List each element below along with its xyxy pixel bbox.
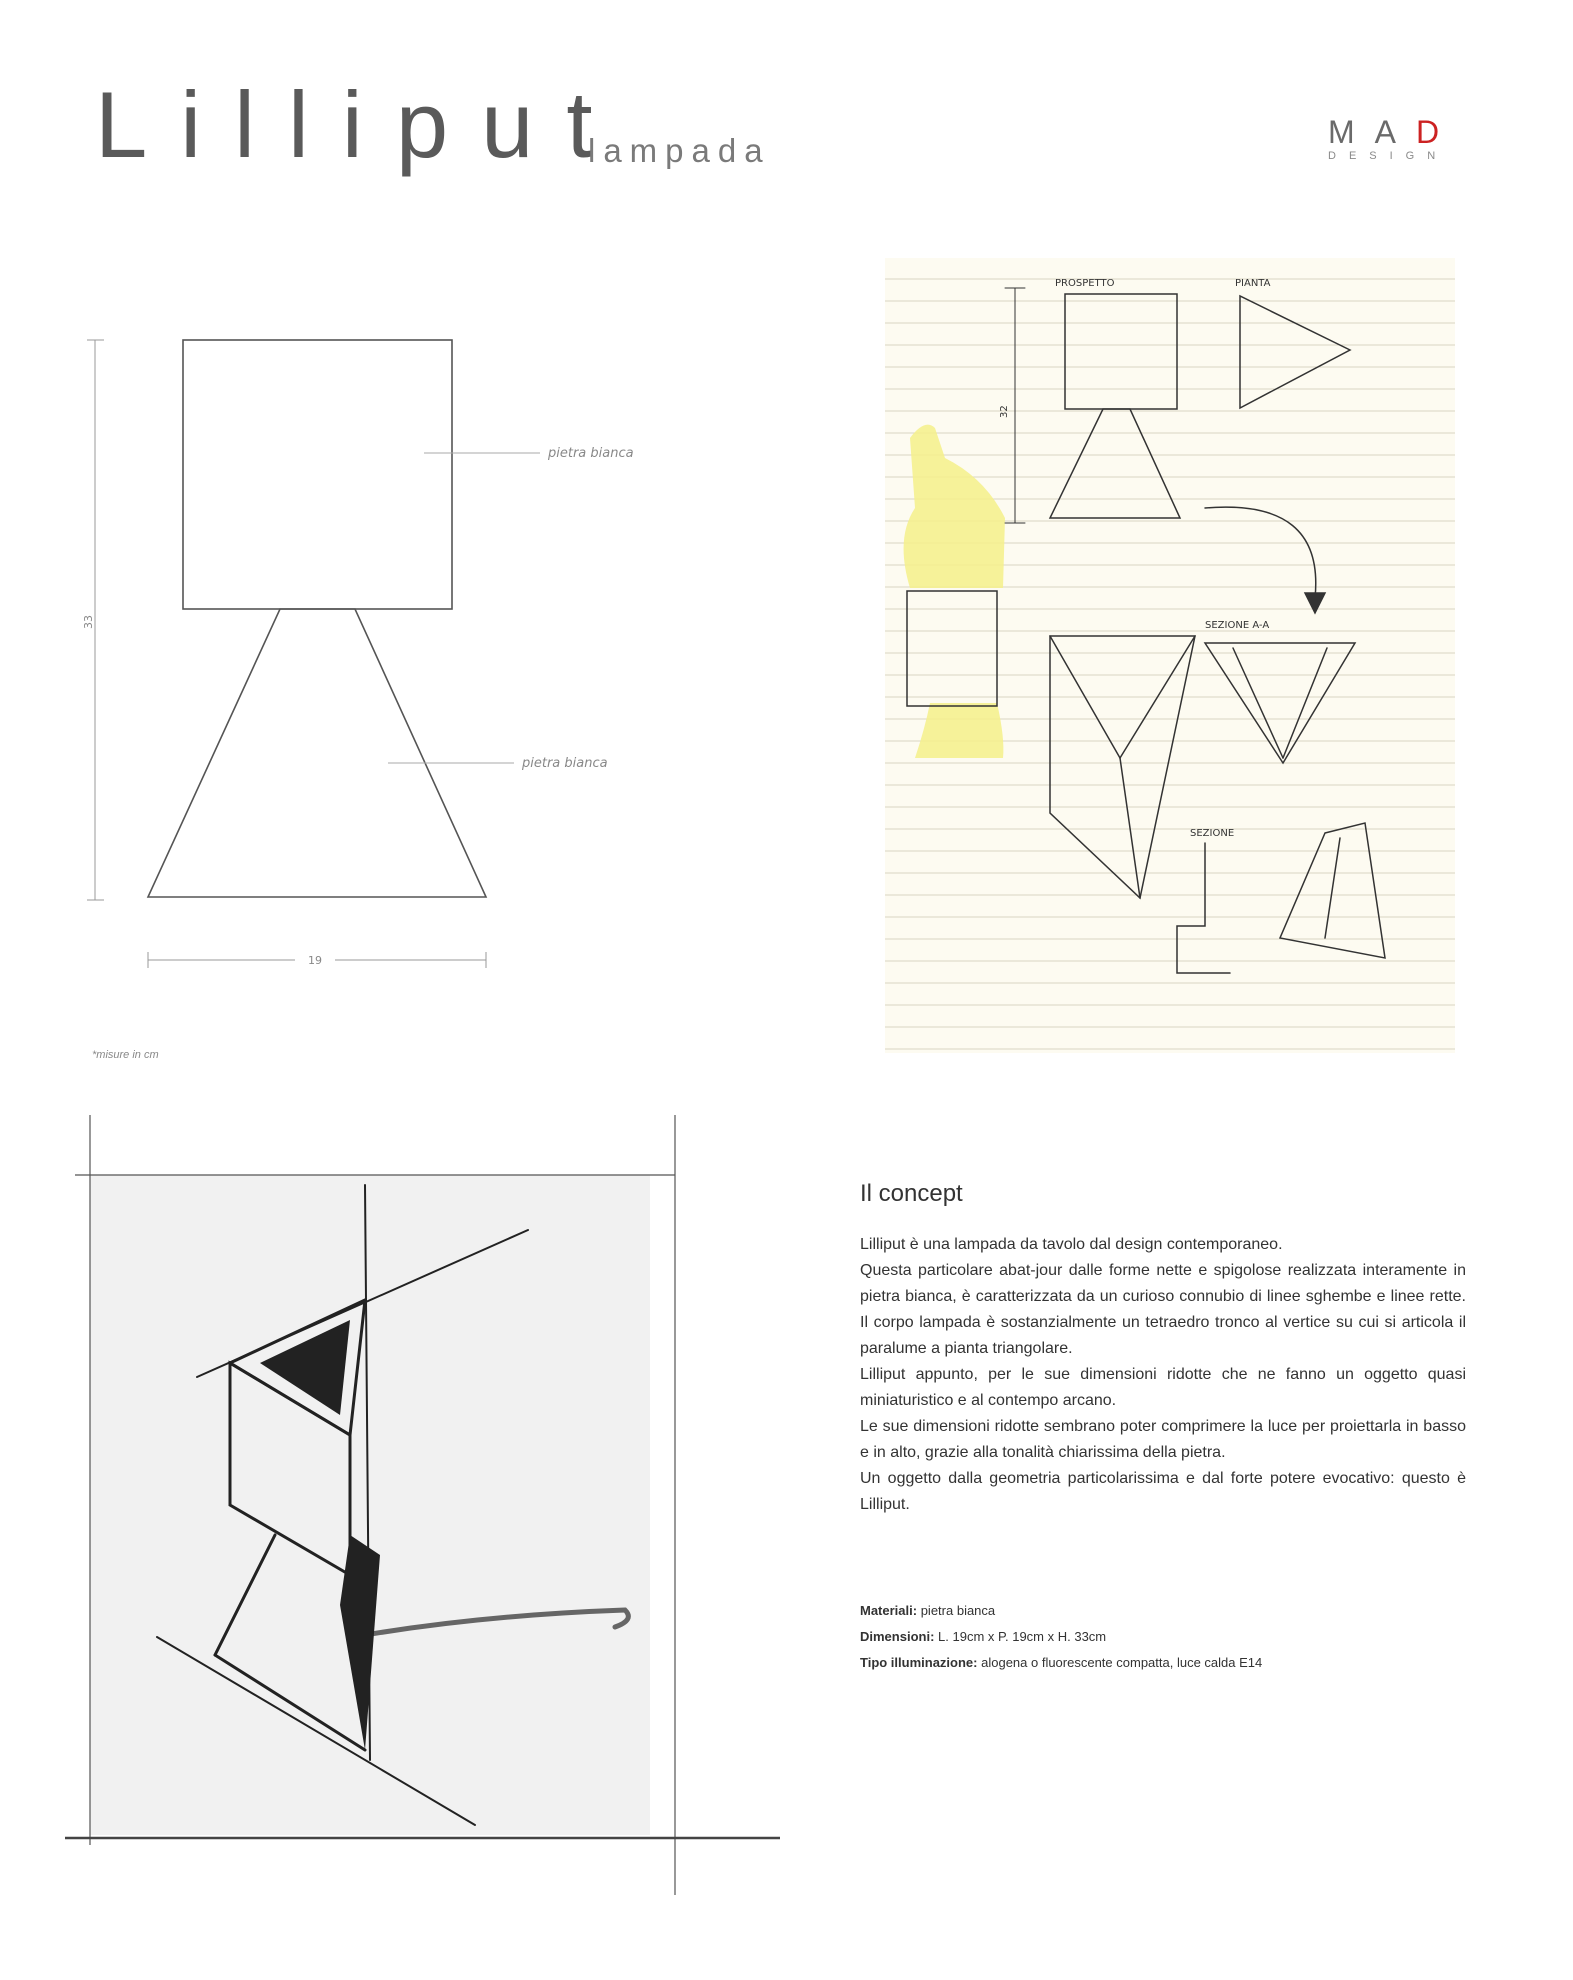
spec-lighting: Tipo illuminazione: alogena o fluorescente compatta, luce calda E14 xyxy=(860,1655,1263,1670)
units-note: *misure in cm xyxy=(92,1049,159,1061)
logo-letters: MA xyxy=(1328,114,1416,150)
body-trapezoid xyxy=(148,609,486,897)
yellow-highlight-bottom xyxy=(915,703,1003,758)
logo-tagline: DESIGN xyxy=(1328,150,1449,162)
spec-materials: Materiali: pietra bianca xyxy=(860,1603,996,1618)
concept-sketches xyxy=(885,258,1455,1053)
concept-body xyxy=(860,1232,1466,1518)
shade-square xyxy=(183,340,452,609)
width-dimension-label: 19 xyxy=(308,954,322,967)
concept-paragraph: Le sue dimensioni ridotte sembrano poter comprimere la luce per proiettarla in basso e in alto, grazie alla tonalità chiarissima della pietra. xyxy=(860,1418,1466,1461)
concept-paragraph: Questa particolare abat-jour dalle forme nette e spigolose realizzata interamente in pietra bianca, è caratterizzata da un curioso connubio di linee sghembe e linee rette. Il corpo lampada è sostanzialmente un tetraedro tronco al vertice su cui si articola il paralume a pianta triangolare. xyxy=(860,1262,1466,1357)
label-shade-material: pietra bianca xyxy=(548,446,634,461)
label-body-material: pietra bianca xyxy=(522,756,608,771)
note-pianta: PIANTA xyxy=(1235,278,1271,289)
page-subtitle: lampada xyxy=(588,132,771,169)
page-title: Lilliput xyxy=(95,72,626,177)
height-dimension-label: 33 xyxy=(82,615,95,629)
spec-dimensions: Dimensioni: L. 19cm x P. 19cm x H. 33cm xyxy=(860,1629,1107,1644)
brand-logo xyxy=(1328,114,1460,166)
concept-paragraph: Un oggetto dalla geometria particolarissima e dal forte potere evocativo: questo è Lilliput. xyxy=(860,1470,1466,1513)
concept-paragraph: Lilliput è una lampada da tavolo dal design contemporaneo. xyxy=(860,1236,1283,1253)
concept-paragraph: Lilliput appunto, per le sue dimensioni ridotte che ne fanno un oggetto quasi miniaturistico e al contempo arcano. xyxy=(860,1366,1466,1409)
note-dimension: 32 xyxy=(999,405,1010,418)
technical-drawing xyxy=(80,320,680,1040)
note-prospetto: PROSPETTO xyxy=(1055,278,1115,289)
note-sezione: SEZIONE xyxy=(1190,828,1235,839)
note-sezione-aa: SEZIONE A-A xyxy=(1205,620,1270,631)
logo-accent-letter: D xyxy=(1416,114,1460,150)
perspective-sketch xyxy=(65,1115,785,1895)
concept-title: Il concept xyxy=(860,1180,963,1207)
specs-list xyxy=(860,1598,1262,1676)
lined-paper xyxy=(885,258,1455,1053)
